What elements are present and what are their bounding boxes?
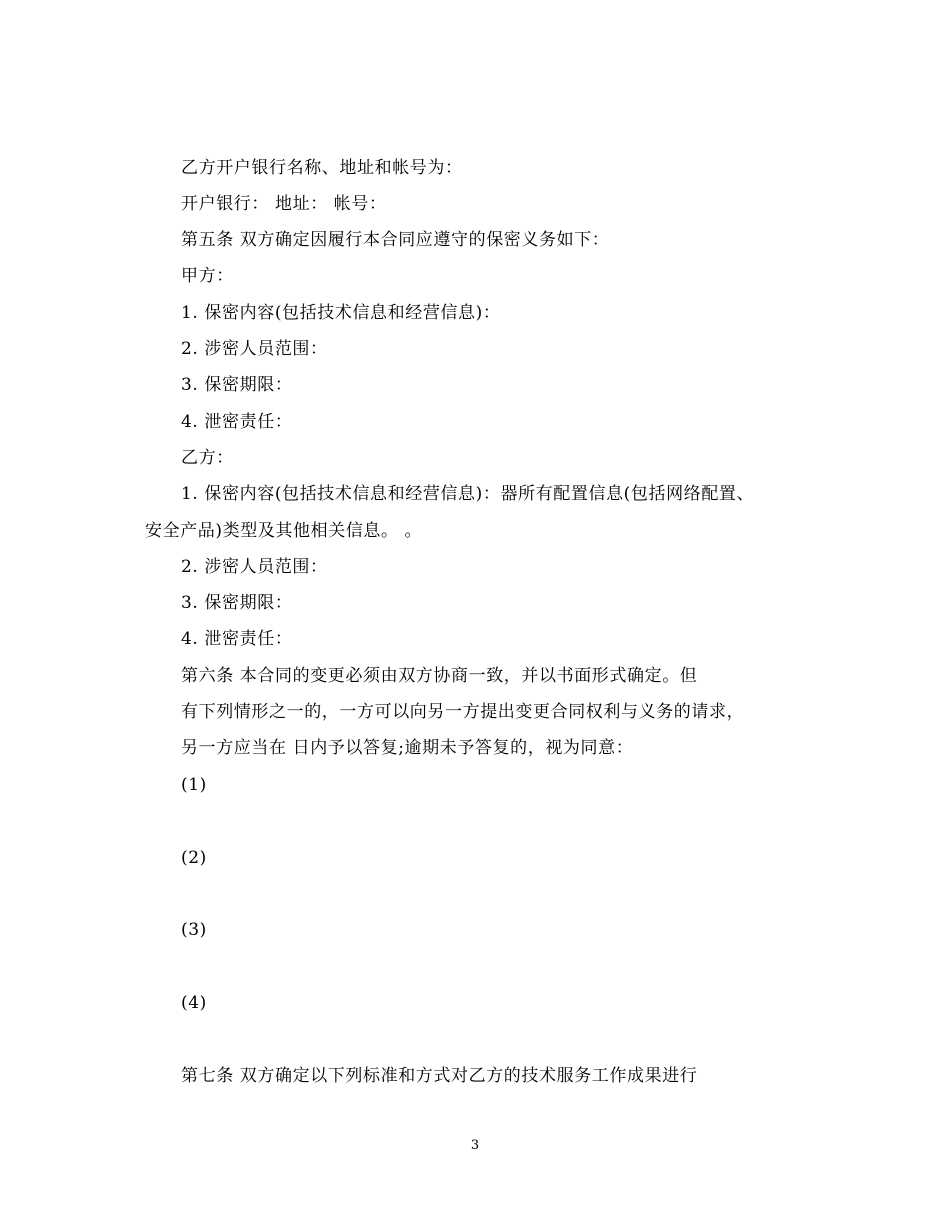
text-line: 第五条 双方确定因履行本合同应遵守的保密义务如下： — [181, 230, 610, 250]
text-line: (1) — [181, 775, 207, 795]
text-line: 1. 保密内容(包括技术信息和经营信息)： — [181, 303, 501, 323]
text-line: (2) — [181, 848, 207, 868]
text-line: (4) — [181, 993, 207, 1013]
text-line: 2. 涉密人员范围： — [181, 339, 328, 359]
text-line: 开户银行： 地址： 帐号： — [181, 194, 387, 214]
text-line: 4. 泄密责任： — [181, 629, 293, 649]
text-line: 1. 保密内容(包括技术信息和经营信息)：器所有配置信息(包括网络配置、 — [181, 484, 755, 504]
text-line: 3. 保密期限： — [181, 375, 293, 395]
text-line: 另一方应当在 日内予以答复;逾期未予答复的，视为同意： — [181, 738, 634, 758]
text-line: 乙方： — [181, 448, 234, 468]
text-line: 第六条 本合同的变更必须由双方协商一致，并以书面形式确定。但 — [181, 666, 698, 686]
text-line: 乙方开户银行名称、地址和帐号为： — [181, 158, 463, 178]
text-line: 4. 泄密责任： — [181, 412, 293, 432]
page-number: 3 — [470, 1138, 480, 1153]
text-line: 安全产品)类型及其他相关信息。 。 — [145, 521, 423, 541]
text-line: 有下列情形之一的，一方可以向另一方提出变更合同权利与义务的请求， — [181, 702, 745, 722]
text-line: 3. 保密期限： — [181, 593, 293, 613]
text-line: (3) — [181, 920, 207, 940]
text-line: 第七条 双方确定以下列标准和方式对乙方的技术服务工作成果进行 — [181, 1066, 698, 1086]
text-line: 2. 涉密人员范围： — [181, 557, 328, 577]
text-line: 甲方： — [181, 266, 234, 286]
